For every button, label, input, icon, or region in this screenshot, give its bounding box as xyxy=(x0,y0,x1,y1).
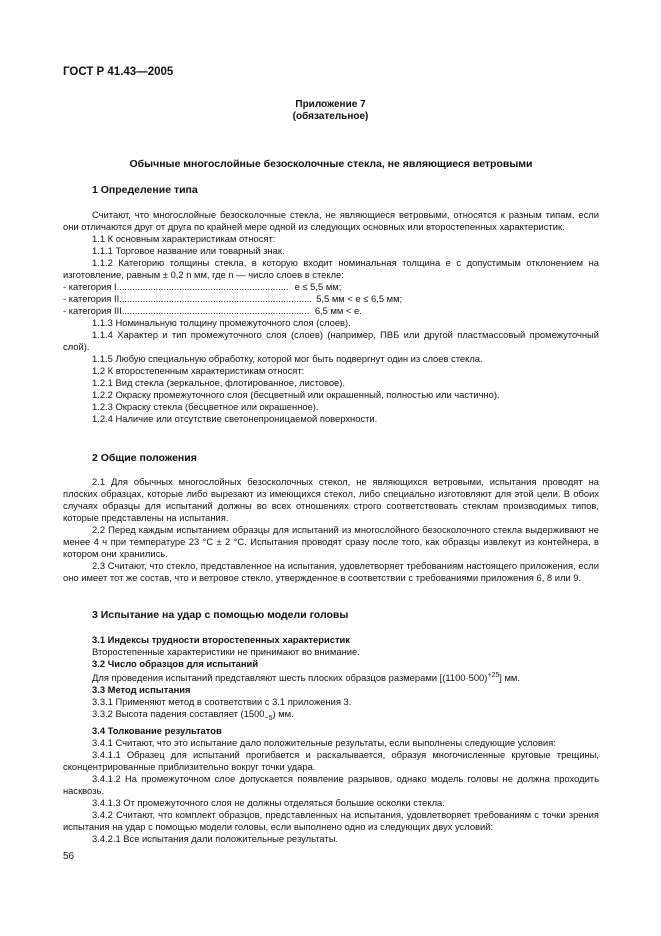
section-3-heading: 3 Испытание на удар с помощью модели головы xyxy=(92,609,349,621)
paragraph: 3.3.2 Высота падения составляет $(1500_{-5})$ мм. xyxy=(92,708,294,722)
paragraph: 3.3.1 Применяют метод в соответствии с 3.1 приложения 3. xyxy=(92,696,352,708)
paragraph: 2.2 Перед каждым испытанием образцы для испытаний из многослойного безосколочного стекла выдерживают не менее 4 ч при температуре 23 °С ± 2 °С. Испытания проводят сразу после того, как образцы извлекут из контейнера, в котором они хранились. xyxy=(63,524,599,559)
section-2-body xyxy=(63,476,599,584)
subsection-heading: 3.4 Толкование результатов xyxy=(92,725,222,736)
paragraph: 1.1.3 Номинальную толщину промежуточного слоя (слоев). xyxy=(92,317,351,328)
section-3 xyxy=(63,609,599,621)
section-1 xyxy=(63,184,599,196)
section-1-heading: 1 Определение типа xyxy=(92,184,198,196)
paragraph: 1.2.2 Окраску промежуточного слоя (бесцветный или окрашенный, полностью или частично). xyxy=(92,389,500,400)
section-2-heading: 2 Общие положения xyxy=(92,452,197,464)
paragraph: 1.1.1 Торговое название или товарный знак. xyxy=(92,245,285,256)
category-line: - категория II.......................................................................... 5,5 мм < e ≤ 6,5 мм; xyxy=(63,293,403,304)
paragraph: 3.4.1.1 Образец для испытаний прогибается и раскалывается, образуя многочисленные круговые трещины, сконцентрированные приблизительно вокруг точки удара. xyxy=(63,749,599,772)
subsection-heading: 3.2 Число образцов для испытаний xyxy=(92,658,259,669)
category-label: - категория III xyxy=(63,305,122,316)
paragraph: 3.4.1 Считают, что это испытание дало положительные результаты, если выполнены следующие условия: xyxy=(92,737,556,748)
paragraph: 1.2.1 Вид стекла (зеркальное, флотированное, листовое). xyxy=(92,377,345,388)
paragraph: 2.1 Для обычных многослойных безосколочных стекол, не являющихся ветровыми, испытания проводят на плоских образцах, которые либо вырезают из имеющихся стекол, либо специально изготовляют для этой цели. В обоих случаях образцы для испытаний должны во всех отношениях строго соответствовать стеклам производимых типов, которые представлены на испытания. xyxy=(63,476,599,523)
category-label: - категория I xyxy=(63,281,117,292)
standard-header: ГОСТ Р 41.43—2005 xyxy=(63,66,174,78)
annex-status: (обязательное) xyxy=(292,111,369,122)
paragraph: Второстепенные характеристики не принимают во внимание. xyxy=(92,646,360,657)
section-3-body xyxy=(63,634,599,845)
paragraph: 3.4.1.2 На промежуточном слое допускается появление разрывов, однако модель головы не должна проходить насквозь. xyxy=(63,773,599,796)
annex-title: Приложение 7 xyxy=(295,99,366,110)
paragraph: 1.2.4 Наличие или отсутствие светонепроницаемой поверхности. xyxy=(92,413,378,424)
paragraph: Для проведения испытаний представляют шесть плоских образцов размерами $[(1100\cdot 500)^{+25}]$ мм. xyxy=(92,672,520,684)
category-line: - категория III........................................................................ 6,5 мм < e. xyxy=(63,305,362,316)
paragraph: 3.4.2 Считают, что комплект образцов, представленных на испытания, удовлетворяет требованиям с точки зрения испытания на удар с помощью модели головы, если выполнено одно из следующих двух условий: xyxy=(63,809,599,832)
subsection-heading: 3.3 Метод испытания xyxy=(92,684,191,696)
paragraph: 3.4.2.1 Все испытания дали положительные результаты. xyxy=(92,833,339,844)
paragraph: 1.1.2 Категорию толщины стекла, в которую входит номинальная толщина e с допустимым отклонением на изготовление, равным ± 0,2 n мм, где n — число слоев в стекле: xyxy=(63,257,599,280)
category-label: - категория II xyxy=(63,293,120,304)
section-2 xyxy=(63,452,599,464)
paragraph: 1.1 К основным характеристикам относят: xyxy=(92,233,276,244)
section-1-body xyxy=(63,209,599,425)
paragraph: 2.3 Считают, что стекло, представленное на испытания, удовлетворяет требованиям настоящего приложения, если оно имеет тот же состав, что и ветровое стекло, утвержденное в соответствии с требованиями приложения 6, 8 или 9. xyxy=(63,560,599,583)
paragraph: 1.1.5 Любую специальную обработку, которой мог быть подвергнут один из слоев стекла. xyxy=(92,353,483,364)
document-title: Обычные многослойные безосколочные стекла, не являющиеся ветровыми xyxy=(129,158,533,170)
category-value: 5,5 мм < e ≤ 6,5 мм; xyxy=(316,293,403,304)
page-number: 56 xyxy=(63,851,75,862)
paragraph: Считают, что многослойные безосколочные стекла, не являющиеся ветровыми, относятся к разным типам, если они отличаются друг от друга по крайней мере одной из следующих основных или второстепенных характеристик. xyxy=(63,209,599,232)
category-value: 6,5 мм < e. xyxy=(314,305,362,316)
category-line: - категория I.................................................................. e ≤ 5,5 мм; xyxy=(63,281,342,292)
subsection-heading: 3.1 Индексы трудности второстепенных характеристик xyxy=(92,634,350,645)
paragraph: 1.2.3 Окраску стекла (бесцветное или окрашенное). xyxy=(92,401,319,412)
category-value: e ≤ 5,5 мм; xyxy=(294,281,342,292)
paragraph: 3.4.1.3 От промежуточного слоя не должны отделяться большие осколки стекла. xyxy=(92,797,445,808)
paragraph: 1.2 К второстепенным характеристикам относят: xyxy=(92,365,305,376)
paragraph: 1.1.4 Характер и тип промежуточного слоя (слоев) (например, ПВБ или другой пластмассовый промежуточный слой). xyxy=(63,329,599,352)
